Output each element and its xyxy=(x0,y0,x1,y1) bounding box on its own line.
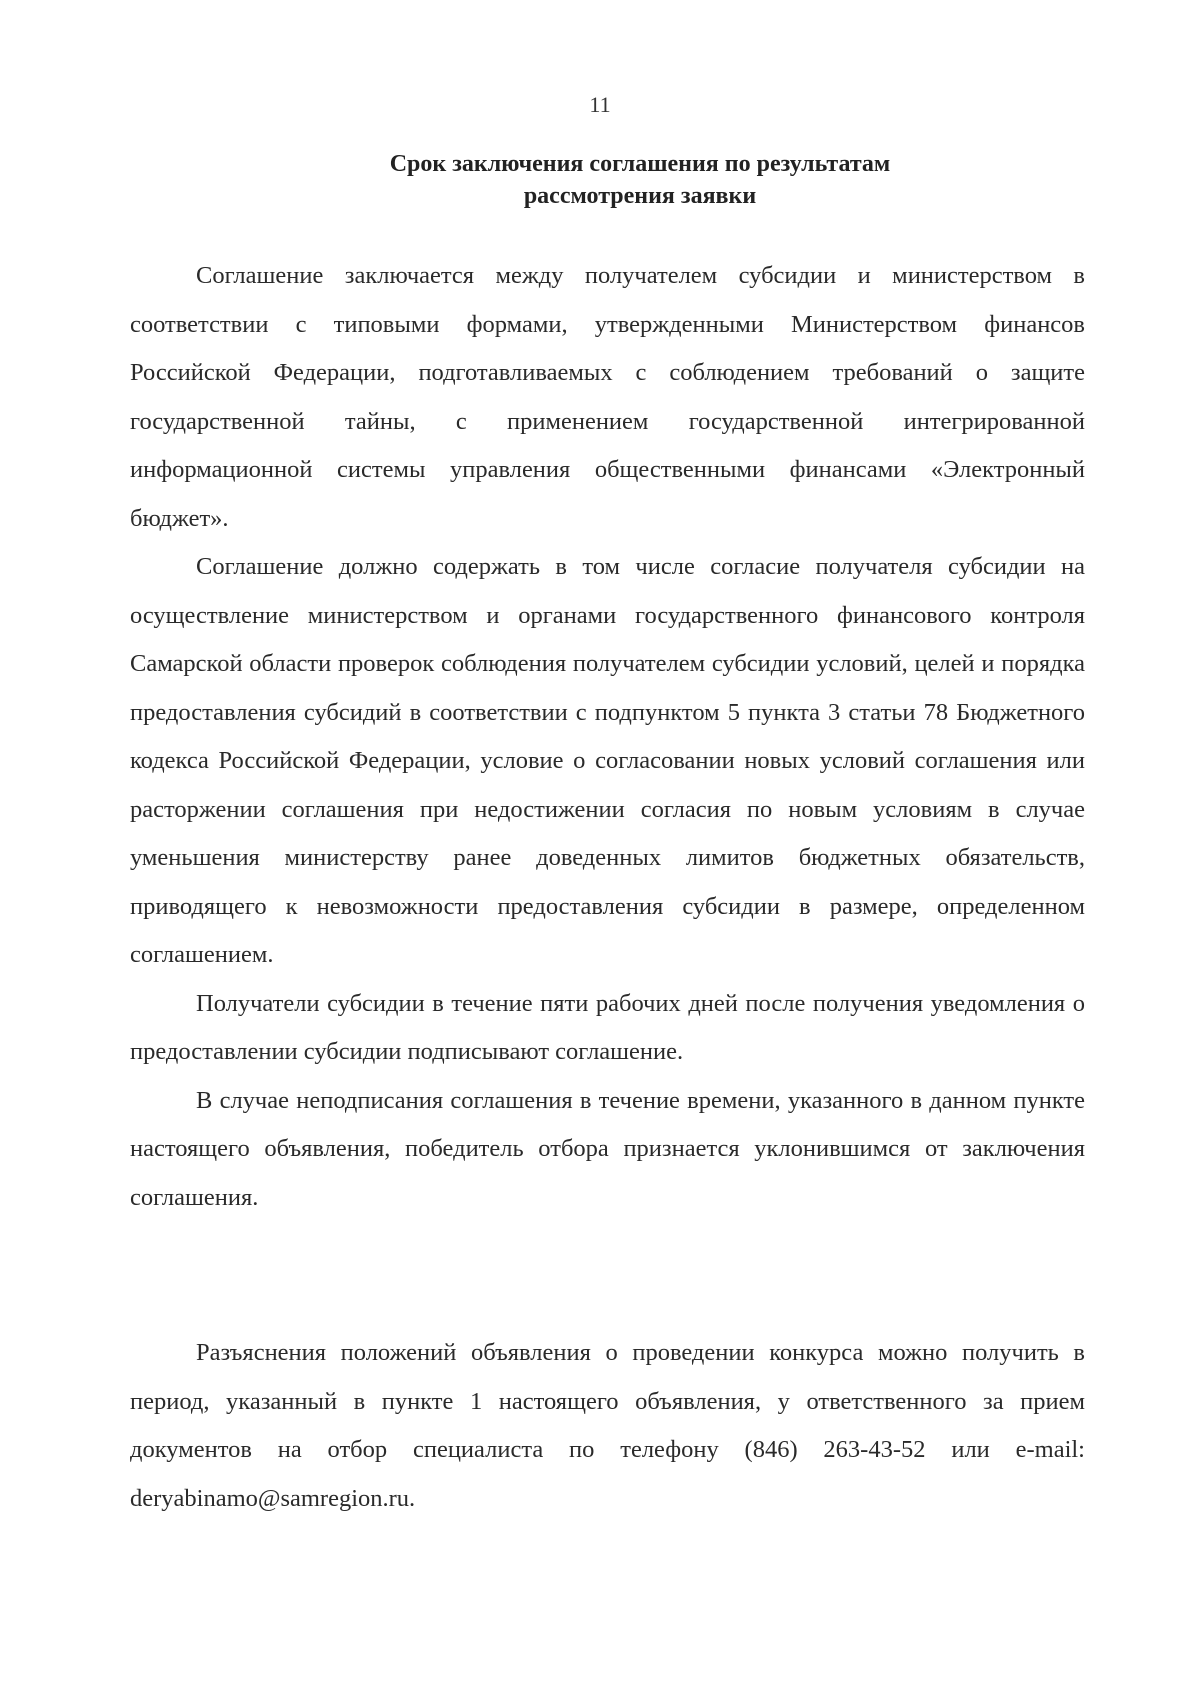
paragraph-non-signing: В случае неподписания соглашения в течение времени, указанного в данном пункте настоящего объявления, победитель отбора признается уклонившимся от заключения соглашения. xyxy=(130,1086,1085,1211)
main-text-block xyxy=(130,252,1085,1222)
page-number: 11 xyxy=(589,92,611,117)
clarification-block xyxy=(130,1329,1085,1523)
section-heading-line-1: Срок заключения соглашения по результатам xyxy=(389,151,891,177)
section-heading-line-2: рассмотрения заявки xyxy=(523,183,757,209)
paragraph-signing-deadline: Получатели субсидии в течение пяти рабочих дней после получения уведомления о предоставлении субсидии подписывают соглашение. xyxy=(130,989,1085,1065)
section-heading xyxy=(200,148,1080,212)
paragraph-agreement-content: Соглашение должно содержать в том числе согласие получателя субсидии на осуществление министерством и органами государственного финансового контроля Самарской области проверок соблюдения получателем субсидии условий, целей и порядка предоставления субсидий в соответствии с подпунктом 5 пункта 3 статьи 78 Бюджетного кодекса Российской Федерации, условие о согласовании новых условий соглашения или расторжении соглашения при недостижении согласия по новым условиям в случае уменьшения министерству ранее доведенных лимитов бюджетных обязательств, приводящего к невозможности предоставления субсидии в размере, определенном соглашением. xyxy=(130,553,1085,968)
paragraph-agreement-conclusion: Соглашение заключается между получателем субсидии и министерством в соответствии с типовыми формами, утвержденными Министерством финансов Российской Федерации, подготавливаемых с соблюдением требований о защите государственной тайны, с применением государственной интегрированной информационной системы управления общественными финансами «Электронный бюджет». xyxy=(130,262,1085,532)
paragraph-clarification: Разъяснения положений объявления о проведении конкурса можно получить в период, указанный в пункте 1 настоящего объявления, у ответственного за прием документов на отбор специалиста по телефону (846) 263-43-52 или e-mail: deryabinamo@samregion.ru. xyxy=(130,1339,1085,1512)
